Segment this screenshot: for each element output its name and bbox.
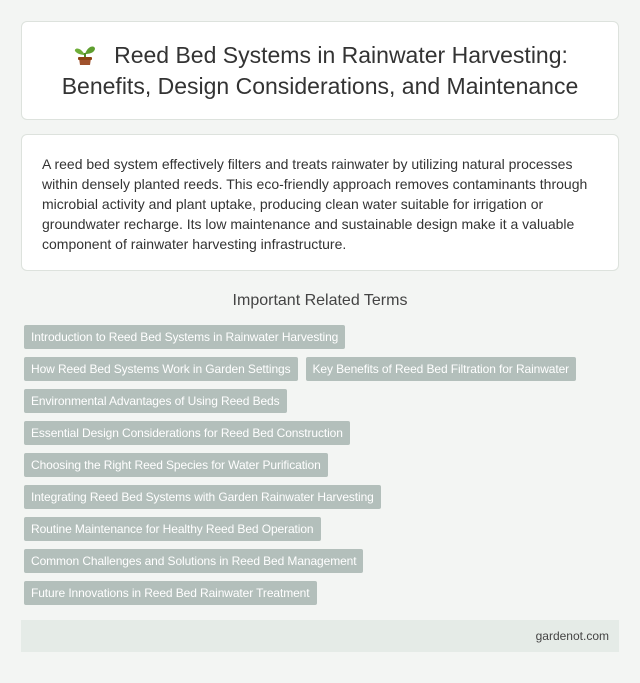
- page-title: [42, 40, 598, 102]
- related-terms-list: [24, 325, 620, 613]
- tag-row: [24, 389, 620, 413]
- related-term-tag[interactable]: Environmental Advantages of Using Reed Beds: [24, 389, 287, 413]
- related-term-tag[interactable]: Integrating Reed Bed Systems with Garden Rainwater Harvesting: [24, 485, 381, 509]
- tag-row: [24, 549, 620, 573]
- title-text: Reed Bed Systems in Rainwater Harvesting: Benefits, Design Considerations, and Maintenance: [61, 41, 579, 99]
- tag-row: [24, 357, 620, 381]
- tag-row: [24, 485, 620, 509]
- summary-text: A reed bed system effectively filters and treats rainwater by utilizing natural processes within densely planted reeds. This eco-friendly approach removes contaminants through microbial activity and plant uptake, producing clean water suitable for irrigation or groundwater recharge. Its low maintenance and sustainable design make it a valuable component of rainwater harvesting infrastructure.: [42, 156, 588, 252]
- related-term-tag[interactable]: Key Benefits of Reed Bed Filtration for Rainwater: [306, 357, 577, 381]
- related-terms-heading: Important Related Terms: [232, 292, 408, 309]
- tag-row: [24, 517, 620, 541]
- tag-row: [24, 421, 620, 445]
- tag-row: [24, 453, 620, 477]
- sprout-icon: [72, 42, 98, 66]
- related-term-tag[interactable]: Essential Design Considerations for Reed Bed Construction: [24, 421, 350, 445]
- related-term-tag[interactable]: Common Challenges and Solutions in Reed Bed Management: [24, 549, 363, 573]
- related-term-tag[interactable]: How Reed Bed Systems Work in Garden Settings: [24, 357, 298, 381]
- footer: [21, 620, 619, 652]
- related-term-tag[interactable]: Future Innovations in Reed Bed Rainwater Treatment: [24, 581, 317, 605]
- related-term-tag[interactable]: Introduction to Reed Bed Systems in Rainwater Harvesting: [24, 325, 345, 349]
- tag-row: [24, 325, 620, 349]
- footer-site-link[interactable]: gardenot.com: [535, 629, 609, 643]
- tag-row: [24, 581, 620, 605]
- related-term-tag[interactable]: Routine Maintenance for Healthy Reed Bed Operation: [24, 517, 321, 541]
- related-term-tag[interactable]: Choosing the Right Reed Species for Water Purification: [24, 453, 328, 477]
- summary-card: [21, 134, 619, 271]
- title-card: [21, 21, 619, 120]
